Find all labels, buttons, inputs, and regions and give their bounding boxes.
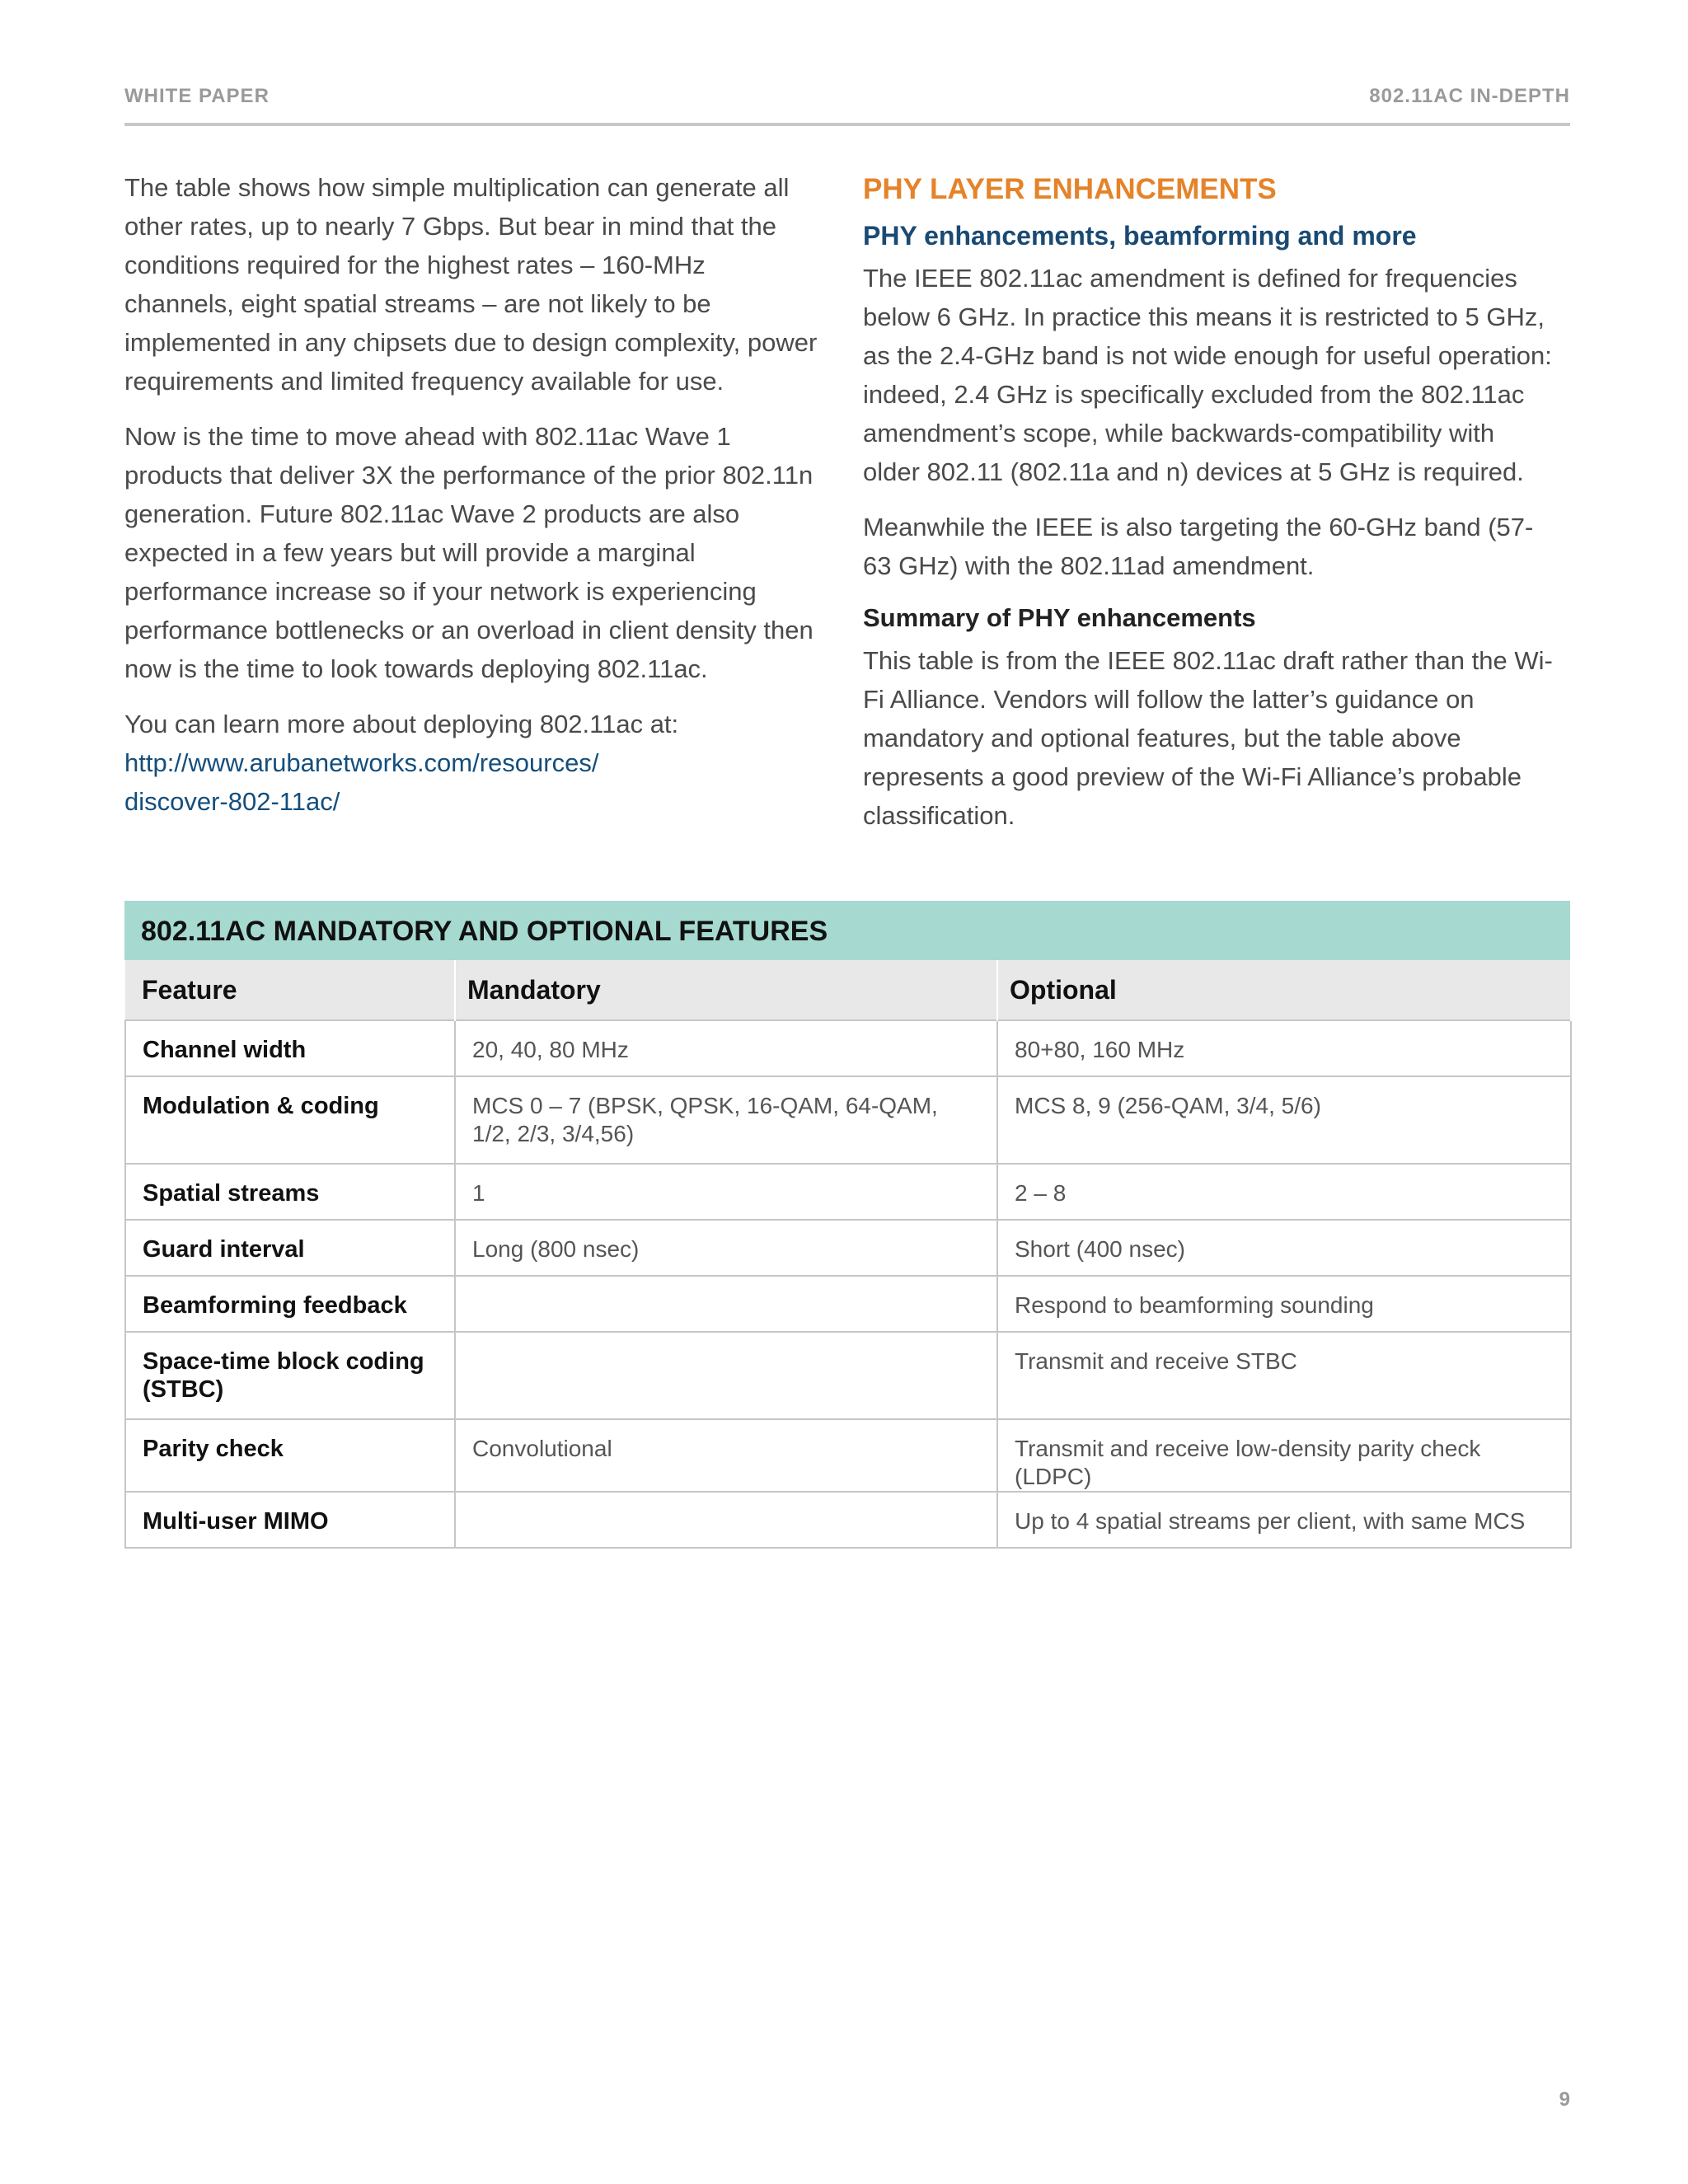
table-row <box>125 1164 1571 1220</box>
summary-title: Summary of PHY enhancements <box>863 603 1256 632</box>
table-row <box>125 1020 1571 1076</box>
optional-cell: Transmit and receive STBC <box>997 1332 1571 1419</box>
table-row <box>125 1276 1571 1332</box>
table-row <box>125 1332 1571 1419</box>
section-title: PHY LAYER ENHANCEMENTS <box>863 173 1277 205</box>
mandatory-cell: 1 <box>455 1164 997 1220</box>
mandatory-cell: 20, 40, 80 MHz <box>455 1020 997 1076</box>
left-paragraph-2: Now is the time to move ahead with 802.11ac Wave 1 products that deliver 3X the performance of the prior 802.11n generation. Future 802.11ac Wave 2 products are also expected in a few years but will provide a marginal performance increase so if your network is experiencing performance bottlenecks or an overload in client density then now is the time to look towards deploying 802.11ac. <box>124 422 814 683</box>
right-paragraph-3: This table is from the IEEE 802.11ac draft rather than the Wi-Fi Alliance. Vendors will follow the latter’s guidance on mandatory and optional features, but the table above represents a good preview of the Wi-Fi Alliance’s probable classification. <box>863 646 1553 830</box>
page <box>124 0 1570 2184</box>
optional-cell: MCS 8, 9 (256-QAM, 3/4, 5/6) <box>997 1076 1571 1164</box>
mandatory-cell: Convolutional <box>455 1419 997 1492</box>
feature-cell: Beamforming feedback <box>125 1276 455 1332</box>
mandatory-cell: Long (800 nsec) <box>455 1220 997 1276</box>
table-row <box>125 1220 1571 1276</box>
header-rule <box>124 123 1570 126</box>
right-paragraph-2: Meanwhile the IEEE is also targeting the 60-GHz band (57-63 GHz) with the 802.11ad amendment. <box>863 513 1534 580</box>
running-header <box>124 85 1570 108</box>
right-column <box>863 168 1557 851</box>
optional-cell: Transmit and receive low-density parity check (LDPC) <box>997 1419 1571 1492</box>
feature-cell: Space-time block coding (STBC) <box>125 1332 455 1419</box>
sub-title: PHY enhancements, beamforming and more <box>863 221 1417 251</box>
header-left: WHITE PAPER <box>124 85 270 107</box>
right-paragraph-1: The IEEE 802.11ac amendment is defined for frequencies below 6 GHz. In practice this means it is restricted to 5 GHz, as the 2.4-GHz band is not wide enough for useful operation: indeed, 2.4 GHz is specifically excluded from the 802.11ac amendment’s scope, while backwards-compatibility with older 802.11 (802.11a and n) devices at 5 GHz is required. <box>863 264 1552 486</box>
mandatory-cell <box>455 1276 997 1332</box>
mandatory-cell: MCS 0 – 7 (BPSK, QPSK, 16-QAM, 64-QAM, 1/2, 2/3, 3/4,56) <box>455 1076 997 1164</box>
optional-cell: Respond to beamforming sounding <box>997 1276 1571 1332</box>
page-number: 9 <box>1559 2088 1570 2111</box>
mandatory-cell <box>455 1492 997 1548</box>
table-row <box>125 1492 1571 1548</box>
mandatory-cell <box>455 1332 997 1419</box>
feature-cell: Channel width <box>125 1020 455 1076</box>
header-right: 802.11AC IN-DEPTH <box>1369 85 1570 107</box>
optional-cell: 2 – 8 <box>997 1164 1571 1220</box>
table-header-row <box>125 960 1571 1020</box>
left-paragraph-1: The table shows how simple multiplication can generate all other rates, up to nearly 7 Gbps. But bear in mind that the conditions required for the highest rates – 160-MHz channels, eight spatial streams – are not likely to be implemented in any chipsets due to design complexity, power requirements and limited frequency available for use. <box>124 173 818 396</box>
left-paragraph-3 <box>124 705 818 821</box>
table-row <box>125 1076 1571 1164</box>
table-row <box>125 1419 1571 1492</box>
feature-cell: Guard interval <box>125 1220 455 1276</box>
optional-cell: Short (400 nsec) <box>997 1220 1571 1276</box>
feature-cell: Multi-user MIMO <box>125 1492 455 1548</box>
optional-cell: 80+80, 160 MHz <box>997 1020 1571 1076</box>
table-title: 802.11AC MANDATORY AND OPTIONAL FEATURES <box>124 901 1570 960</box>
feature-cell: Modulation & coding <box>125 1076 455 1164</box>
feature-cell: Parity check <box>125 1419 455 1492</box>
header-mandatory: Mandatory <box>455 960 997 1020</box>
left-column <box>124 168 818 837</box>
features-table <box>124 901 1570 1549</box>
resource-link-line-2[interactable]: discover-802-11ac/ <box>124 787 340 816</box>
optional-cell: Up to 4 spatial streams per client, with same MCS <box>997 1492 1571 1548</box>
resource-link-line-1[interactable]: http://www.arubanetworks.com/resources/ <box>124 748 599 777</box>
header-optional: Optional <box>997 960 1571 1020</box>
header-feature: Feature <box>125 960 455 1020</box>
features-grid <box>124 960 1572 1549</box>
learn-more-text: You can learn more about deploying 802.11ac at: <box>124 710 679 738</box>
feature-cell: Spatial streams <box>125 1164 455 1220</box>
